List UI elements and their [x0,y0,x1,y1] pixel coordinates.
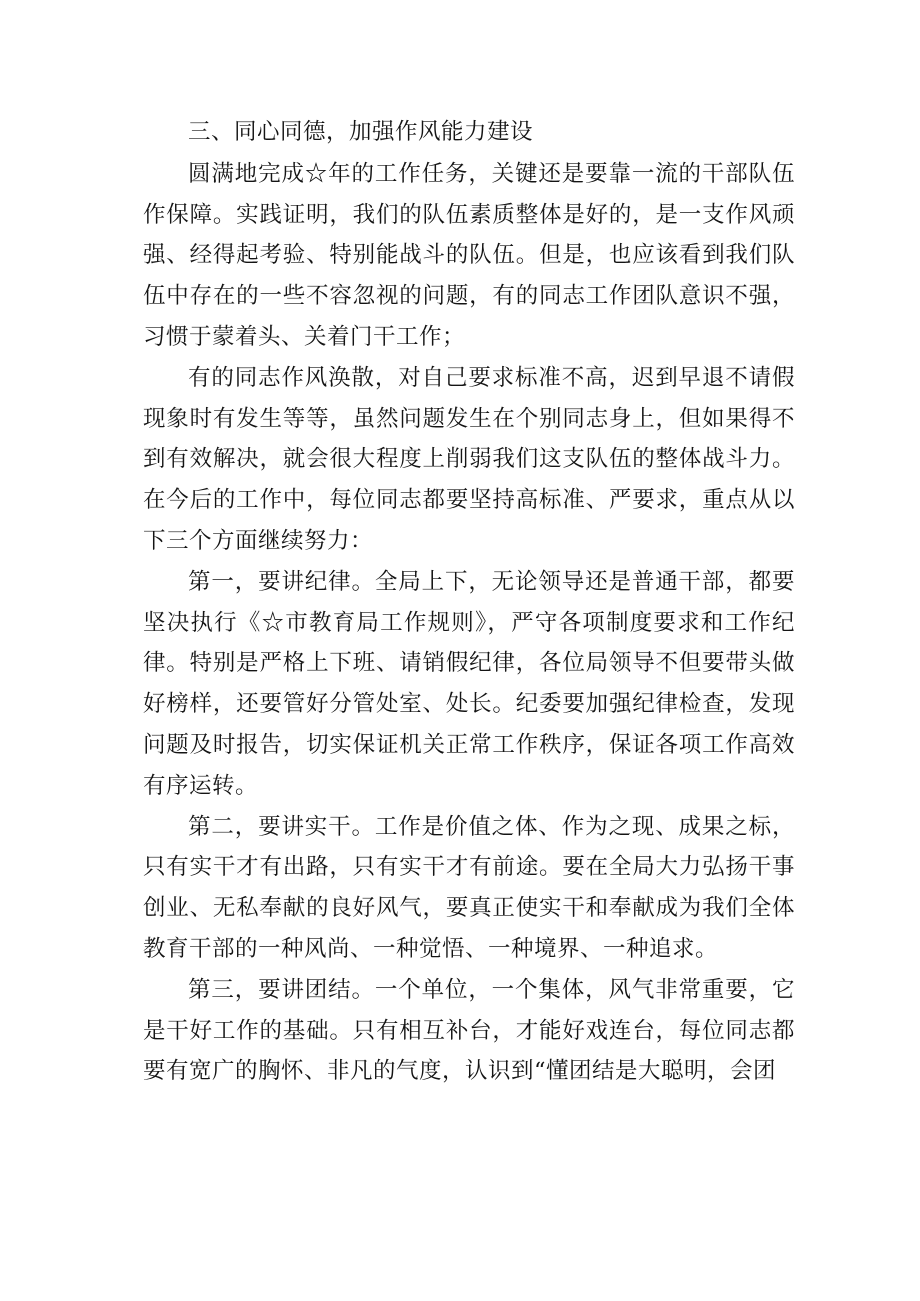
paragraph-5: 第三，要讲团结。一个单位，一个集体，风气非常重要，它是干好工作的基础。只有相互补台，才能好戏连台，每位同志都要有宽广的胸怀、非凡的气度，认识到“懂团结是大聪明，会团 [143,976,795,1085]
section-heading: 三、同心同德，加强作风能力建设 [188,119,534,145]
paragraph-3: 第一，要讲纪律。全局上下，无论领导还是普通干部，都要坚决执行《☆市教育局工作规则》，严守各项制度要求和工作纪律。特别是严格上下班、请销假纪律，各位局领导不但要带头做好榜样，还要管好分管处室、处长。纪委要加强纪律检查，发现问题及时报告，切实保证机关正常工作秩序，保证各项工作高效有序运转。 [143,568,795,799]
paragraph-4: 第二，要讲实干。工作是价值之体、作为之现、成果之标，只有实干才有出路，只有实干才有前途。要在全局大力弘扬干事创业、无私奉献的良好风气，要真正使实干和奉献成为我们全体教育干部的一种风尚、一种觉悟、一种境界、一种追求。 [143,813,795,962]
paragraph-1: 圆满地完成☆年的工作任务，关键还是要靠一流的干部队伍作保障。实践证明，我们的队伍素质整体是好的，是一支作风顽强、经得起考验、特别能战斗的队伍。但是，也应该看到我们队伍中存在的一些不容忽视的问题，有的同志工作团队意识不强，习惯于蒙着头、关着门干工作； [143,160,795,350]
paragraph-2: 有的同志作风涣散，对自己要求标准不高，迟到早退不请假现象时有发生等等，虽然问题发生在个别同志身上，但如果得不到有效解决，就会很大程度上削弱我们这支队伍的整体战斗力。在今后的工作中，每位同志都要坚持高标准、严要求，重点从以下三个方面继续努力： [143,364,795,554]
document-body [143,112,795,1092]
